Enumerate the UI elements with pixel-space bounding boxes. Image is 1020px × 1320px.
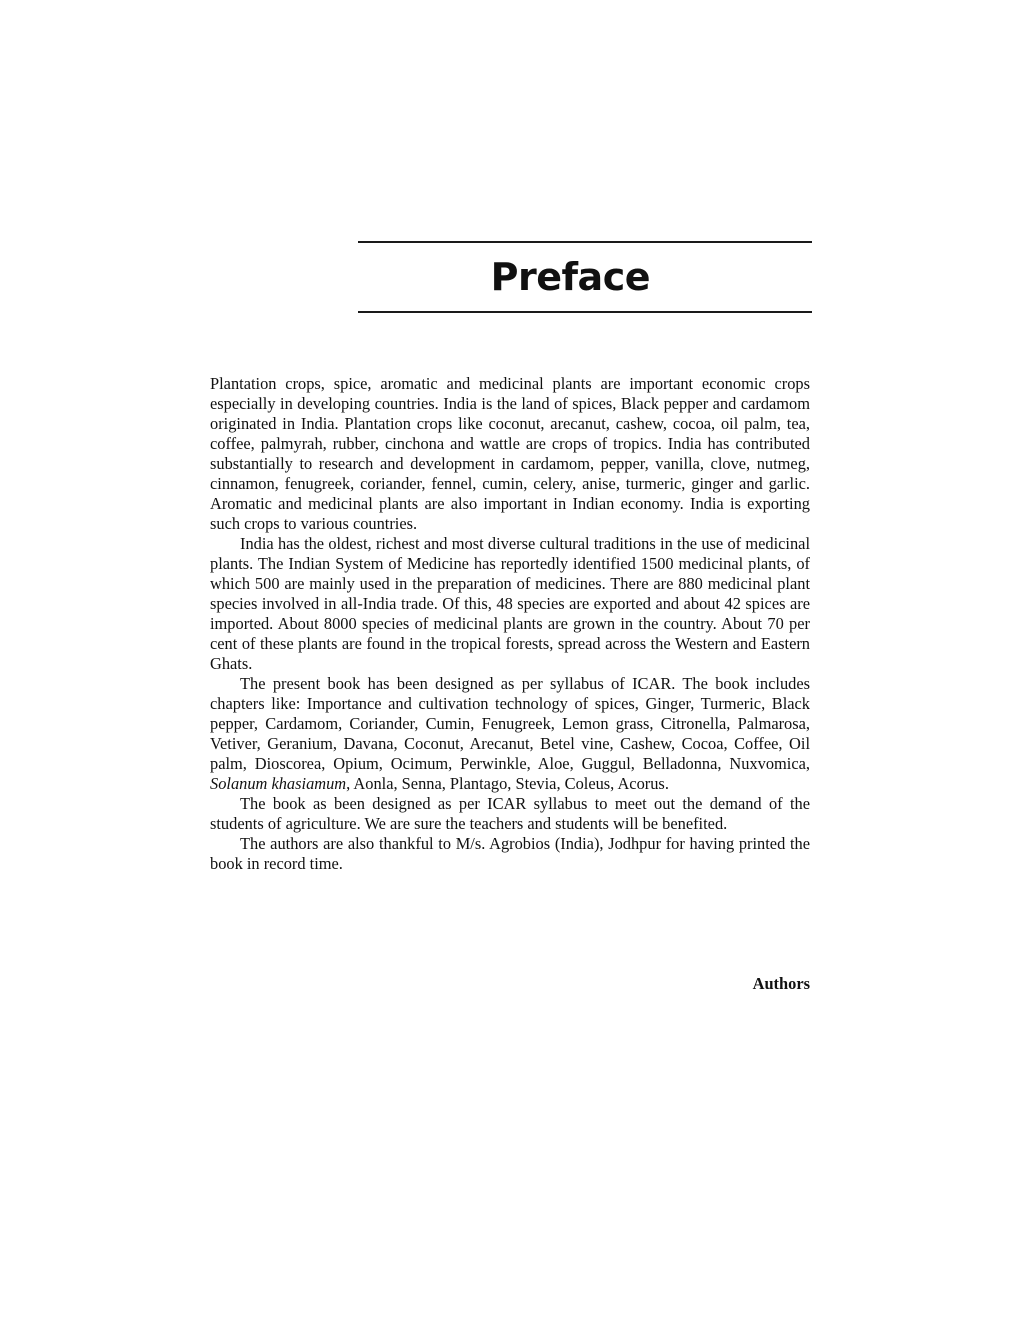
paragraph-5: The authors are also thankful to M/s. Agrobios (India), Jodhpur for having printed the book in record time. <box>210 834 810 873</box>
top-rule <box>358 241 812 243</box>
paragraph-3-text-start: The present book has been designed as per syllabus of ICAR. The book includes chapters like: Importance and cultivation technology of spices, Ginger, Turmeric, Black pepper, Cardamom, Coriander, Cumin, Fenugreek, Lemon grass, Citronella, Palmarosa, Vetiver, Geranium, Davana, Coconut, Arecanut, Betel vine, Cashew, Cocoa, Coffee, Oil palm, Dioscorea, Opium, Ocimum, Perwinkle, Aloe, Guggul, Belladonna, Nuxvomica, <box>210 674 810 773</box>
preface-body <box>210 374 810 874</box>
paragraph-3 <box>210 674 810 794</box>
page-title: Preface <box>490 255 650 299</box>
paragraph-1: Plantation crops, spice, aromatic and medicinal plants are important economic crops especially in developing countries. India is the land of spices, Black pepper and cardamom originated in India. Plantation crops like coconut, arecanut, cashew, cocoa, oil palm, tea, coffee, palmyrah, rubber, cinchona and wattle are crops of tropics. India has contributed substantially to research and development in cardamom, pepper, vanilla, clove, nutmeg, cinnamon, fenugreek, coriander, fennel, cumin, celery, anise, turmeric, ginger and garlic. Aromatic and medicinal plants are also important in Indian economy. India is exporting such crops to various countries. <box>210 374 810 533</box>
signature: Authors <box>752 974 810 993</box>
bottom-rule <box>358 311 812 313</box>
title-block <box>358 241 812 313</box>
species-name-italic: Solanum khasiamum <box>210 774 347 793</box>
paragraph-4: The book as been designed as per ICAR syllabus to meet out the demand of the students of agriculture. We are sure the teachers and students will be benefited. <box>210 794 810 833</box>
paragraph-2: India has the oldest, richest and most diverse cultural traditions in the use of medicinal plants. The Indian System of Medicine has reportedly identified 1500 medicinal plants, of which 500 are mainly used in the preparation of medicines. There are 880 medicinal plant species involved in all-India trade. Of this, 48 species are exported and about 42 spices are imported. About 8000 species of medicinal plants are grown in the country. About 70 per cent of these plants are found in the tropical forests, spread across the Western and Eastern Ghats. <box>210 534 810 673</box>
paragraph-3-text-end: , Aonla, Senna, Plantago, Stevia, Coleus, Acorus. <box>346 774 669 793</box>
